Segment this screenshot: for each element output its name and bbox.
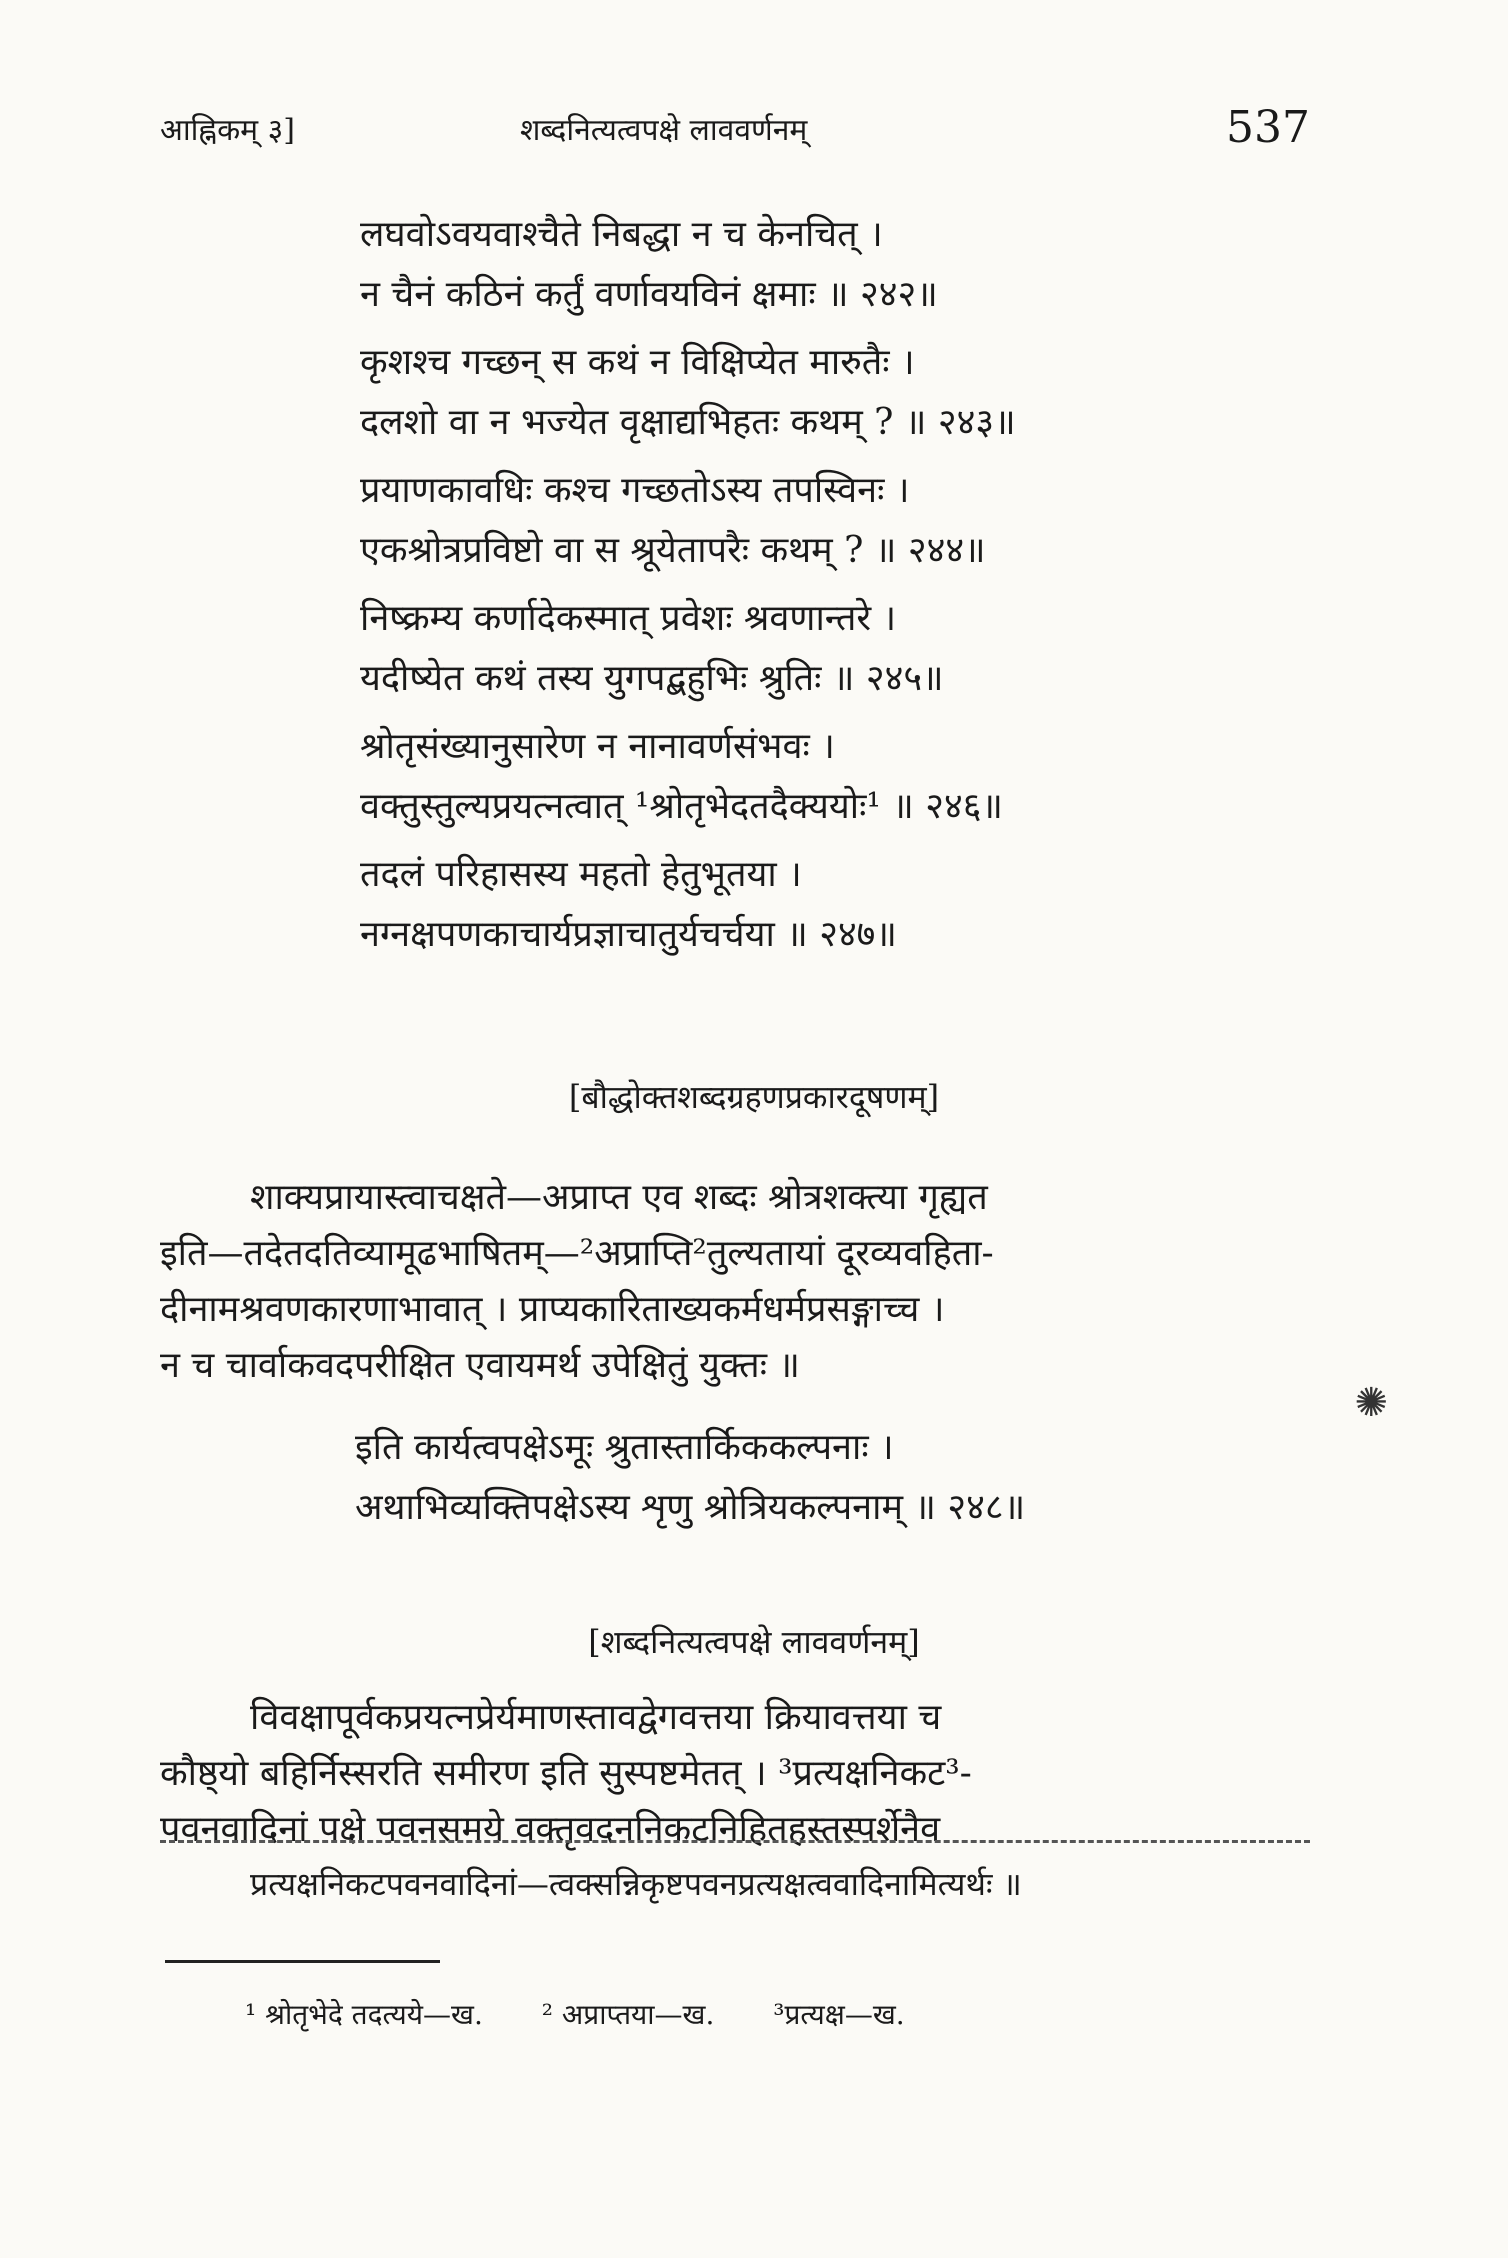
- verse-line: निष्क्रम्य कर्णादेकस्मात् प्रवेशः श्रवणान्तरे ।: [360, 598, 897, 639]
- verse-block-1: [360, 205, 1360, 965]
- prose-line: शाक्यप्रायास्त्वाचक्षते—अप्राप्त एव शब्दः श्रोत्रशक्त्या गृह्यत: [250, 1177, 988, 1218]
- ink-blot-icon: ✺: [1354, 1380, 1388, 1426]
- verse-line: कृशश्च गच्छन् स कथं न विक्षिप्येत मारुतैः ।: [360, 342, 915, 383]
- verse-block-2: [355, 1418, 1355, 1538]
- note-divider: [160, 1840, 1310, 1843]
- verse-line: नग्नक्षपणकाचार्यप्रज्ञाचातुर्यचर्चया ॥ २४७॥: [360, 914, 897, 955]
- verse-line: दलशो वा न भज्येत वृक्षाद्यभिहतः कथम् ? ॥ २४३॥: [360, 402, 1016, 443]
- prose-line: कौष्ठ्यो बहिर्निस्सरति समीरण इति सुस्पष्टमेतत् । ³प्रत्यक्षनिकट³-: [160, 1753, 972, 1794]
- verse-line: प्रयाणकावधिः कश्च गच्छतोऽस्य तपस्विनः ।: [360, 470, 910, 511]
- running-title: शब्दनित्यत्वपक्षे लाववर्णनम्: [520, 113, 808, 148]
- verse-line: अथाभिव्यक्तिपक्षेऽस्य शृणु श्रोत्रियकल्पनाम् ॥ २४८॥: [355, 1487, 1026, 1528]
- prose-line: इति—तदेतदतिव्यामूढभाषितम्—²अप्राप्ति²तुल्यतायां दूरव्यवहिता-: [160, 1233, 994, 1274]
- section-heading: [शब्दनित्यत्वपक्षे लाववर्णनम्]: [588, 1623, 920, 1661]
- prose-line: दीनामश्रवणकारणाभावात् । प्राप्यकारिताख्यकर्मधर्मप्रसङ्गाच्च ।: [160, 1289, 945, 1330]
- footnote: ¹ श्रोतृभेदे तदत्यये—ख.: [245, 1998, 483, 2031]
- running-header: [160, 102, 1310, 168]
- page-number: 537: [1226, 102, 1310, 153]
- verse-line: न चैनं कठिनं कर्तुं वर्णावयविनं क्षमाः ॥ २४२॥: [360, 274, 938, 315]
- prose-line: न च चार्वाकवदपरीक्षित एवायमर्थ उपेक्षितुं युक्तः ॥: [160, 1345, 800, 1386]
- verse-line: तदलं परिहासस्य महतो हेतुभूतया ।: [360, 854, 802, 895]
- prose-line: विवक्षापूर्वकप्रयत्नप्रेर्यमाणस्तावद्वेगवत्तया क्रियावत्तया च: [250, 1697, 942, 1738]
- prose-line: पवनवादिनां पक्षे पवनसमये वक्तृवदननिकटनिहितहस्तस्पर्शेनैव: [160, 1809, 941, 1850]
- verse-line: वक्तुस्तुल्यप्रयत्नत्वात् ¹श्रोतृभेदतदैक्ययोः¹ ॥ २४६॥: [360, 786, 1003, 827]
- footnote: ³प्रत्यक्ष—ख.: [773, 1998, 905, 2031]
- gloss-note: प्रत्यक्षनिकटपवनवादिनां—त्वक्सन्निकृष्टपवनप्रत्यक्षत्ववादिनामित्यर्थः ॥: [250, 1865, 1022, 1903]
- verse-line: श्रोतृसंख्यानुसारेण न नानावर्णसंभवः ।: [360, 726, 835, 767]
- footnotes: [245, 1995, 955, 2033]
- verse-line: यदीष्येत कथं तस्य युगपद्बहुभिः श्रुतिः ॥ २४५॥: [360, 658, 944, 699]
- section-heading: [बौद्धोक्तशब्दग्रहणप्रकारदूषणम्]: [568, 1078, 940, 1116]
- footnote: ² अप्राप्तया—ख.: [541, 1998, 715, 2031]
- prose-paragraph-1: [160, 1170, 1310, 1394]
- verse-line: इति कार्यत्वपक्षेऽमूः श्रुतास्तार्किककल्पनाः ।: [355, 1427, 894, 1468]
- verse-line: लघवोऽवयवाश्चैते निबद्धा न च केनचित् ।: [360, 214, 883, 255]
- verse-line: एकश्रोत्रप्रविष्टो वा स श्रूयेतापरैः कथम् ? ॥ २४४॥: [360, 530, 986, 571]
- footnote-rule: [165, 1960, 440, 1963]
- chapter-marker: आह्निकम् ३]: [160, 113, 295, 148]
- prose-paragraph-2: [160, 1690, 1310, 1858]
